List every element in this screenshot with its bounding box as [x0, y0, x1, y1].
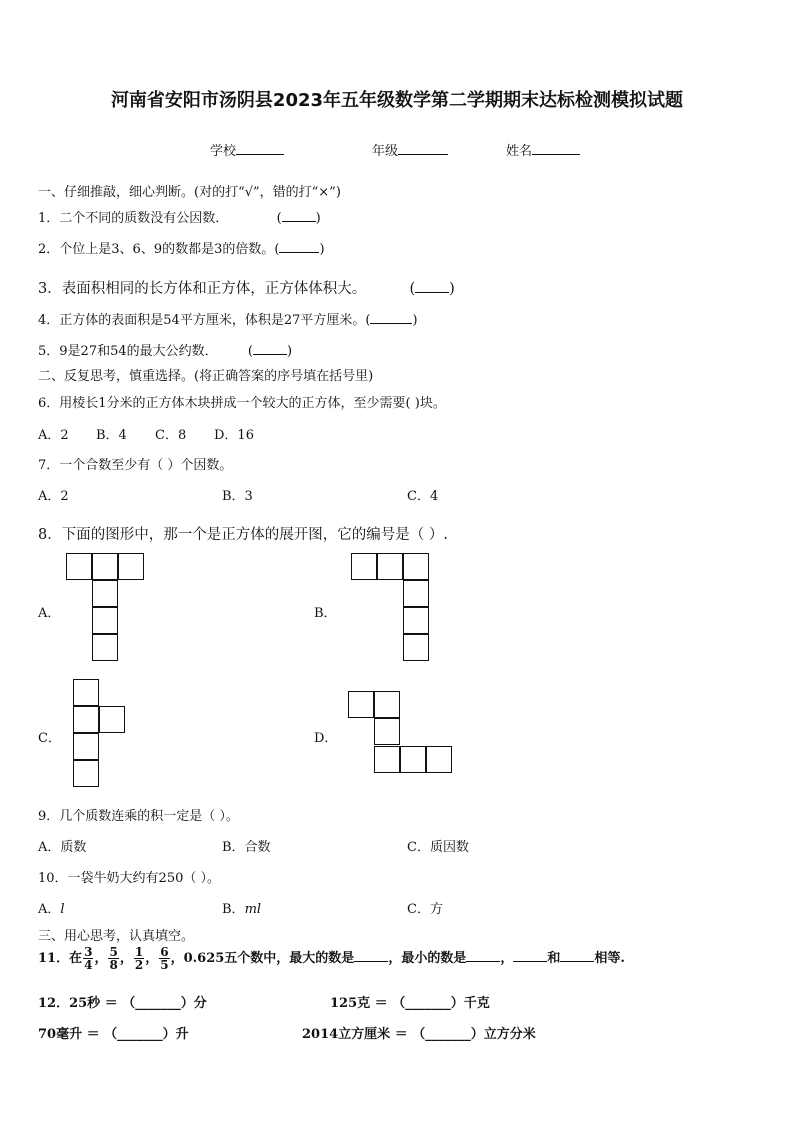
q9-option-b[interactable]: B．合数 — [222, 840, 271, 855]
net-b-square — [403, 634, 429, 661]
net-b-square — [403, 607, 429, 634]
question-8: 8．下面的图形中，那一个是正方体的展开图，它的编号是（ ）. — [38, 527, 448, 543]
question-2: 2．个位上是3、6、9的数都是3的倍数。( ) — [38, 242, 325, 257]
fraction: $\frac{6}{5}$ — [160, 945, 169, 972]
question-12-b: 125克 ＝ （_______）千克 — [330, 996, 490, 1011]
q1-text: 1．二个不同的质数没有公因数． — [38, 211, 229, 226]
q12-b-blank[interactable]: （_______） — [392, 996, 464, 1011]
page-title: 河南省安阳市汤阴县2023年五年级数学第二学期期末达标检测模拟试题 — [110, 90, 684, 111]
question-1: 1．二个不同的质数没有公因数． ( ) — [38, 211, 321, 226]
q4-text: 4．正方体的表面积是54平方厘米，体积是27平方厘米。( — [38, 313, 371, 328]
net-c-square — [73, 706, 99, 733]
name-field[interactable] — [506, 140, 580, 159]
q2-answer-blank[interactable] — [279, 240, 319, 253]
q8-option-d[interactable]: D． — [314, 731, 338, 746]
section-1-heading: 一、仔细推敲，细心判断。(对的打“√”，错的打“×”) — [38, 185, 341, 200]
q5-text: 5．9是27和54的最大公约数． — [38, 344, 218, 359]
q8-option-b[interactable]: B． — [314, 606, 337, 621]
school-field[interactable] — [210, 140, 284, 159]
question-12-d: 2014立方厘米 ＝ （_______）立方分米 — [302, 1027, 536, 1042]
q12-c-blank[interactable]: （_______） — [104, 1027, 176, 1042]
question-5: 5．9是27和54的最大公约数． ( ) — [38, 344, 293, 359]
question-3: 3．表面积相同的长方体和正方体，正方体体积大。 ( ) — [38, 281, 455, 297]
net-a-square — [92, 553, 118, 580]
q2-text: 2．个位上是3、6、9的数都是3的倍数。( — [38, 242, 280, 257]
q11-blank-equal-2[interactable] — [560, 949, 594, 962]
net-d-square — [348, 691, 374, 718]
q1-answer-blank[interactable] — [282, 209, 316, 222]
q12-d-blank[interactable]: （_______） — [412, 1027, 484, 1042]
q6-option-a[interactable]: A．2 — [38, 428, 69, 443]
q10-option-b[interactable]: B．ml — [222, 902, 262, 917]
net-d-square — [400, 746, 426, 773]
name-label: 姓名 — [506, 144, 533, 159]
q3-text: 3．表面积相同的长方体和正方体，正方体体积大。 — [38, 281, 367, 297]
net-d-square — [374, 691, 400, 718]
question-6: 6．用棱长1分米的正方体木块拼成一个较大的正方体，至少需要( )块。 — [38, 396, 446, 411]
q9-option-a[interactable]: A．质数 — [38, 840, 87, 855]
grade-blank[interactable] — [398, 142, 448, 155]
net-b-square — [377, 553, 403, 580]
fraction: $\frac{1}{2}$ — [134, 945, 144, 972]
section-2-heading: 二、反复思考，慎重选择。(将正确答案的序号填在括号里) — [38, 369, 374, 384]
net-c-square — [73, 679, 99, 706]
q6-option-c[interactable]: C．8 — [155, 428, 187, 443]
net-c-square — [73, 760, 99, 787]
question-10: 10．一袋牛奶大约有250（ ）。 — [38, 871, 220, 886]
question-4: 4．正方体的表面积是54平方厘米，体积是27平方厘米。( ) — [38, 313, 418, 328]
q10-option-c[interactable]: C．方 — [407, 902, 443, 917]
q4-answer-blank[interactable] — [370, 311, 412, 324]
q11-blank-largest[interactable] — [354, 949, 388, 962]
q8-option-c[interactable]: C． — [38, 731, 61, 746]
q7-option-b[interactable]: B．3 — [222, 489, 253, 504]
q8-option-a[interactable]: A． — [38, 606, 61, 621]
question-9: 9．几个质数连乘的积一定是（ ）。 — [38, 809, 239, 824]
net-a-square — [92, 580, 118, 607]
net-c-square — [73, 733, 99, 760]
grade-field[interactable] — [372, 140, 448, 159]
q5-answer-blank[interactable] — [253, 342, 287, 355]
name-blank[interactable] — [532, 142, 580, 155]
q3-answer-blank[interactable] — [415, 280, 449, 293]
q10-option-a[interactable]: A．l — [38, 902, 65, 917]
net-a-square — [92, 634, 118, 661]
net-d-square — [374, 746, 400, 773]
question-12-c: 70毫升 ＝ （_______）升 — [38, 1027, 189, 1042]
net-a-square — [118, 553, 144, 580]
net-a-square — [92, 607, 118, 634]
q6-option-b[interactable]: B．4 — [96, 428, 127, 443]
question-12-a: 12．25秒 ＝ （_______）分 — [38, 996, 207, 1011]
question-7: 7．一个合数至少有（ ）个因数。 — [38, 458, 233, 473]
net-b-square — [403, 553, 429, 580]
net-d-square — [374, 718, 400, 745]
fraction: $\frac{5}{8}$ — [109, 945, 118, 972]
question-11: 11．在 $\frac{3}{4}$ ， $\frac{5}{8}$ ， $\frac{1}{2}$ ， $\frac{6}{5}$ ，0.625五个数中，最大的数是 ，最小的数是 ， 和 相等. — [38, 945, 625, 972]
grade-label: 年级 — [372, 144, 399, 159]
net-c-square — [99, 706, 125, 733]
net-d-square — [426, 746, 452, 773]
q9-option-c[interactable]: C．质因数 — [407, 840, 469, 855]
q7-option-a[interactable]: A．2 — [38, 489, 69, 504]
school-label: 学校 — [210, 144, 237, 159]
net-a-square — [66, 553, 92, 580]
q7-option-c[interactable]: C．4 — [407, 489, 439, 504]
q6-option-d[interactable]: D．16 — [214, 428, 254, 443]
net-b-square — [351, 553, 377, 580]
net-b-square — [403, 580, 429, 607]
q12-a-blank[interactable]: （_______） — [122, 996, 194, 1011]
school-blank[interactable] — [236, 142, 284, 155]
fraction: $\frac{3}{4}$ — [84, 945, 93, 972]
q11-blank-equal-1[interactable] — [513, 949, 547, 962]
section-3-heading: 三、用心思考，认真填空。 — [38, 929, 195, 944]
q11-blank-smallest[interactable] — [466, 949, 500, 962]
